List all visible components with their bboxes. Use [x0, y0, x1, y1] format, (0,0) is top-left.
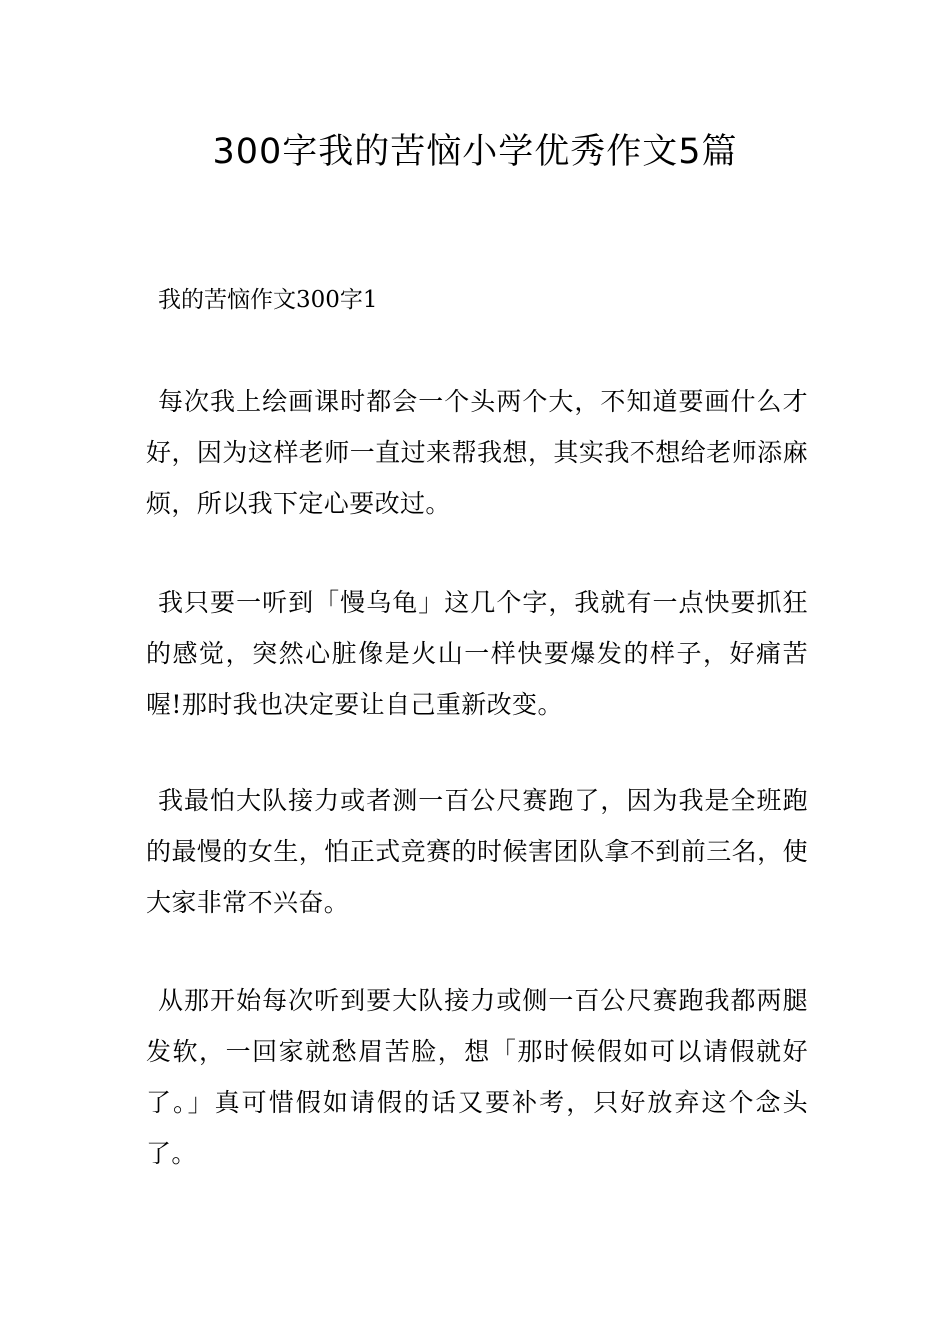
- document-title: 300字我的苦恼小学优秀作文5篇: [212, 132, 738, 172]
- section-heading: 我的苦恼作文300字1: [158, 287, 378, 313]
- paragraph-2: 我只要一听到「慢乌龟」这几个字，我就有一点快要抓狂的感觉，突然心脏像是火山一样快要爆发的样子，好痛苦喔!那时我也决定要让自己重新改变。: [146, 588, 808, 719]
- paragraph-1: 每次我上绘画课时都会一个头两个大，不知道要画什么才好，因为这样老师一直过来帮我想，其实我不想给老师添麻烦，所以我下定心要改过。: [146, 387, 808, 518]
- paragraph-4: 从那开始每次听到要大队接力或侧一百公尺赛跑我都两腿发软，一回家就愁眉苦脸，想「那时候假如可以请假就好了。」真可惜假如请假的话又要补考，只好放弃这个念头了。: [146, 986, 808, 1168]
- paragraph-3: 我最怕大队接力或者测一百公尺赛跑了，因为我是全班跑的最慢的女生，怕正式竞赛的时候害团队拿不到前三名，使大家非常不兴奋。: [146, 786, 808, 917]
